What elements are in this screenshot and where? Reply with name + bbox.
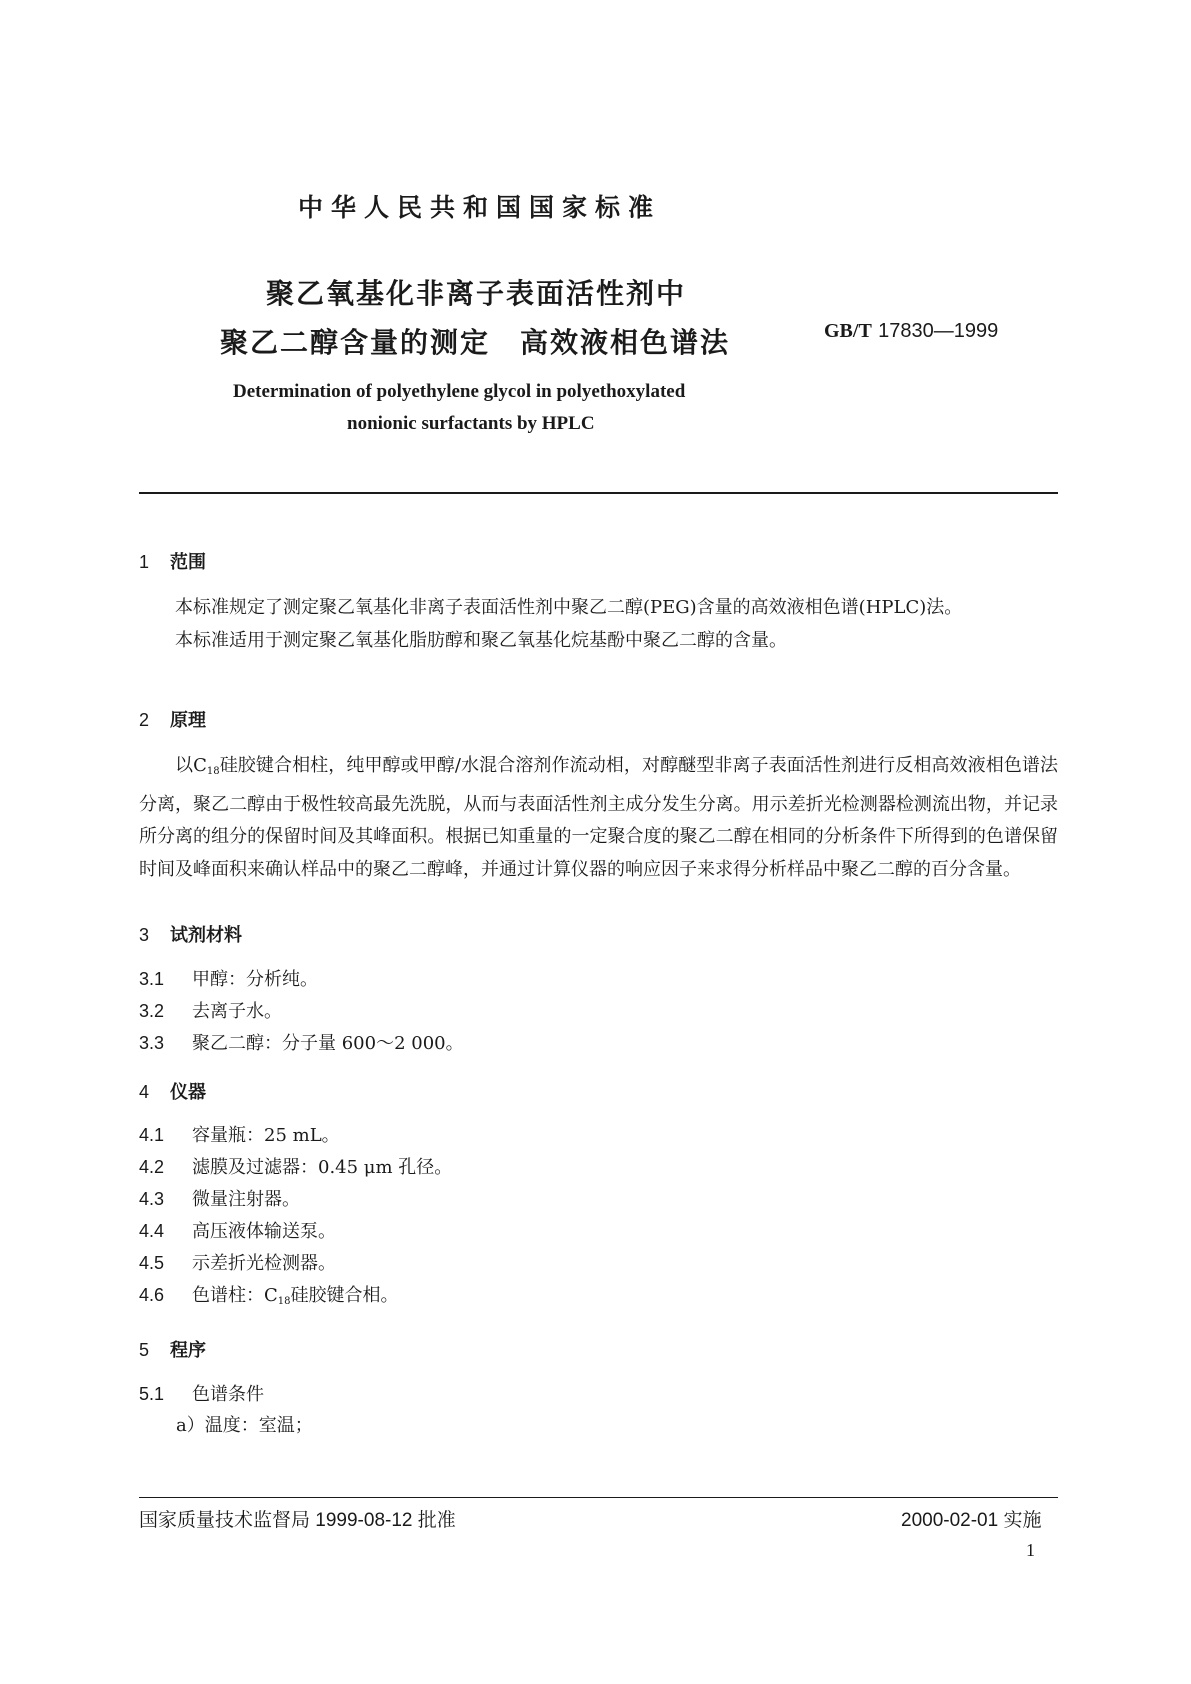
list-item bbox=[139, 1121, 340, 1147]
list-item bbox=[139, 1249, 336, 1275]
section-title: 仪器 bbox=[170, 1082, 206, 1103]
list-item bbox=[139, 1185, 300, 1211]
section-number: 4 bbox=[139, 1082, 150, 1102]
list-item bbox=[139, 1380, 264, 1406]
subscript: 18 bbox=[206, 766, 220, 777]
item-text: 容量瓶：25 mL。 bbox=[192, 1125, 340, 1146]
page-number: 1 bbox=[1026, 1540, 1035, 1560]
section-number: 5 bbox=[139, 1340, 150, 1360]
section-title: 原理 bbox=[170, 710, 206, 731]
paragraph: 本标准适用于测定聚乙氧基化脂肪醇和聚乙氧基化烷基酚中聚乙二醇的含量。 bbox=[175, 629, 787, 651]
sub-item-a: a）温度：室温； bbox=[176, 1415, 313, 1436]
text-run: 色谱柱：C bbox=[192, 1285, 278, 1306]
list-item bbox=[139, 997, 282, 1023]
section-number: 2 bbox=[139, 710, 150, 730]
item-number: 4.4 bbox=[139, 1221, 165, 1241]
text-run: 硅胶键合相。 bbox=[290, 1285, 399, 1306]
standard-code bbox=[824, 318, 998, 343]
text-run: 硅胶键合相柱，纯甲醇或甲醇/水混合溶剂作流动相，对醇醚型非离子表面活性剂进行反相高效液相色谱法分离，聚乙二醇由于极性较高最先洗脱，从而与表面活性剂主成分发生分离。用示差折光检测器检测流出物，并记录所分离的组分的保留时间及其峰面积。根据已知重量的一定聚合度的聚乙二醇在相同的分析条件下所得到的色谱保留时间及峰面积来确认样品中的聚乙二醇峰，并通过计算仪器的响应因子来求得分析样品中聚乙二醇的百分含量。 bbox=[139, 755, 1058, 880]
list-item bbox=[139, 1281, 399, 1307]
item-text: 去离子水。 bbox=[192, 1001, 282, 1022]
item-text: 示差折光检测器。 bbox=[192, 1253, 336, 1274]
standard-code-prefix: GB/T bbox=[824, 320, 872, 342]
item-text: 高压液体输送泵。 bbox=[192, 1221, 336, 1242]
item-number: 4.3 bbox=[139, 1189, 165, 1209]
item-text: 甲醇：分析纯。 bbox=[192, 969, 318, 990]
section-title: 程序 bbox=[170, 1340, 206, 1361]
list-item bbox=[139, 1217, 336, 1243]
english-title-line1: Determination of polyethylene glycol in polyethoxylated bbox=[233, 381, 686, 402]
document-title-line1: 聚乙氧基化非离子表面活性剂中 bbox=[266, 277, 687, 310]
item-number: 5.1 bbox=[139, 1384, 165, 1404]
section-5-heading bbox=[139, 1336, 206, 1362]
text-run: 以C bbox=[175, 755, 207, 776]
section-number: 1 bbox=[139, 552, 150, 572]
section-number: 3 bbox=[139, 925, 150, 945]
standard-code-number: 17830—1999 bbox=[878, 320, 999, 342]
item-number: 3.2 bbox=[139, 1001, 165, 1021]
subscript: 18 bbox=[277, 1296, 291, 1307]
section-1-body bbox=[139, 592, 1058, 657]
section-3-heading bbox=[139, 921, 242, 947]
item-number: 4.5 bbox=[139, 1253, 165, 1273]
item-number: 4.6 bbox=[139, 1285, 165, 1305]
item-number: 3.1 bbox=[139, 969, 165, 989]
item-number: 4.1 bbox=[139, 1125, 165, 1145]
item-number: 3.3 bbox=[139, 1033, 165, 1053]
item-text bbox=[192, 1285, 399, 1306]
section-title: 范围 bbox=[170, 552, 206, 573]
section-1-heading bbox=[139, 548, 206, 574]
item-text: 聚乙二醇：分子量 600～2 000。 bbox=[192, 1033, 464, 1054]
document-title-line2: 聚乙二醇含量的测定 高效液相色谱法 bbox=[220, 326, 731, 359]
paragraph: 本标准规定了测定聚乙氧基化非离子表面活性剂中聚乙二醇(PEG)含量的高效液相色谱(HPLC)法。 bbox=[175, 597, 963, 618]
english-title-line2: nonionic surfactants by HPLC bbox=[347, 413, 595, 434]
implementation-date: 2000-02-01 实施 bbox=[901, 1510, 1042, 1531]
section-title: 试剂材料 bbox=[170, 925, 242, 946]
approval-info: 国家质量技术监督局 1999-08-12 批准 bbox=[139, 1510, 456, 1531]
list-item bbox=[139, 1029, 464, 1055]
list-item bbox=[139, 1153, 452, 1179]
section-4-heading bbox=[139, 1078, 206, 1104]
section-2-heading bbox=[139, 706, 206, 732]
header-divider bbox=[139, 492, 1058, 494]
item-text: 微量注射器。 bbox=[192, 1189, 300, 1210]
footer-divider bbox=[139, 1497, 1058, 1498]
list-item bbox=[139, 965, 318, 991]
section-2-body bbox=[139, 750, 1058, 886]
item-number: 4.2 bbox=[139, 1157, 165, 1177]
paragraph bbox=[139, 750, 1058, 886]
item-text: 色谱条件 bbox=[192, 1384, 264, 1405]
standard-type-heading: 中华人民共和国国家标准 bbox=[298, 193, 662, 222]
item-text: 滤膜及过滤器：0.45 μm 孔径。 bbox=[192, 1157, 453, 1178]
